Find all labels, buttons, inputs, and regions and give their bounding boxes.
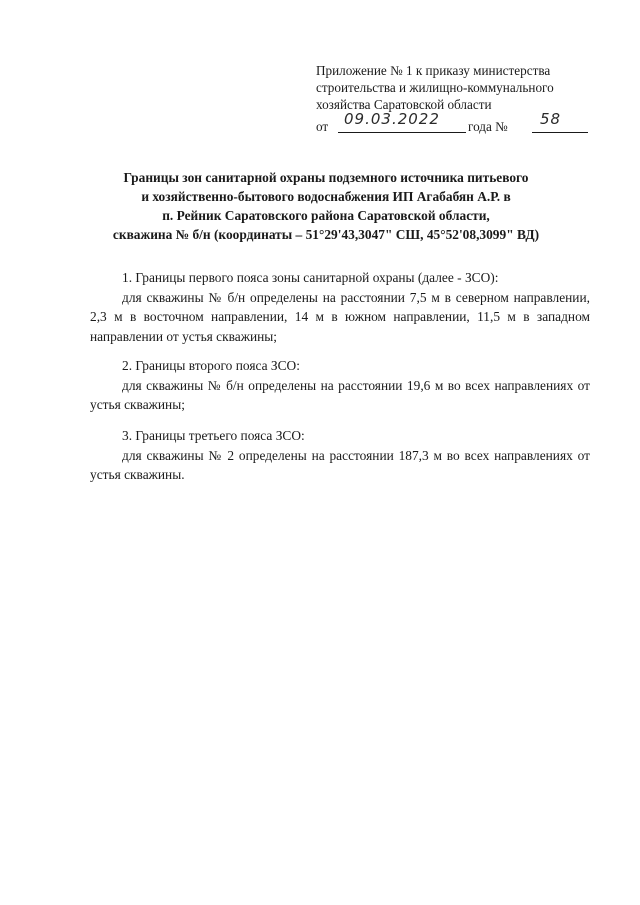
section-first-belt <box>90 268 590 346</box>
document-title <box>60 168 592 244</box>
title-line-3: п. Рейник Саратовского района Саратовской области, <box>162 208 490 223</box>
section-heading: 3. Границы третьего пояса ЗСО: <box>122 428 305 443</box>
section-body: для скважины № 2 определены на расстоянии 187,3 м во всех направлениях от устья скважины. <box>90 447 590 482</box>
approval-number-handwritten: 58 <box>540 109 562 128</box>
title-line-1: Границы зон санитарной охраны подземного источника питьевого <box>123 170 529 185</box>
approval-block <box>316 62 606 136</box>
approval-line-2: строительства и жилищно-коммунального <box>316 80 554 96</box>
section-second-belt <box>90 356 590 415</box>
approval-line-3: хозяйства Саратовской области <box>316 97 492 113</box>
section-heading: 2. Границы второго пояса ЗСО: <box>122 358 300 373</box>
approval-date-line <box>316 109 606 136</box>
approval-goda-label: года № <box>468 118 508 134</box>
approval-line-1: Приложение № 1 к приказу министерства <box>316 63 551 78</box>
section-body: для скважины № б/н определены на расстоянии 7,5 м в северном направлении, 2,3 м в восточном направлении, 14 м в южном направлении, 11,5 м в западном направлении от устья скважины; <box>90 289 590 344</box>
section-third-belt <box>90 426 590 485</box>
title-line-4: скважина № б/н (координаты – 51°29'43,3047" СШ, 45°52'08,3099" ВД) <box>112 227 540 242</box>
section-heading: 1. Границы первого пояса зоны санитарной охраны (далее - ЗСО): <box>122 270 499 285</box>
approval-date-handwritten: 09.03.2022 <box>344 109 440 128</box>
approval-date-prefix: от <box>316 118 329 134</box>
title-line-2: и хозяйственно-бытового водоснабжения ИП Агабабян А.Р. в <box>141 189 511 204</box>
section-body: для скважины № б/н определены на расстоянии 19,6 м во всех направлениях от устья скважины; <box>90 377 590 412</box>
